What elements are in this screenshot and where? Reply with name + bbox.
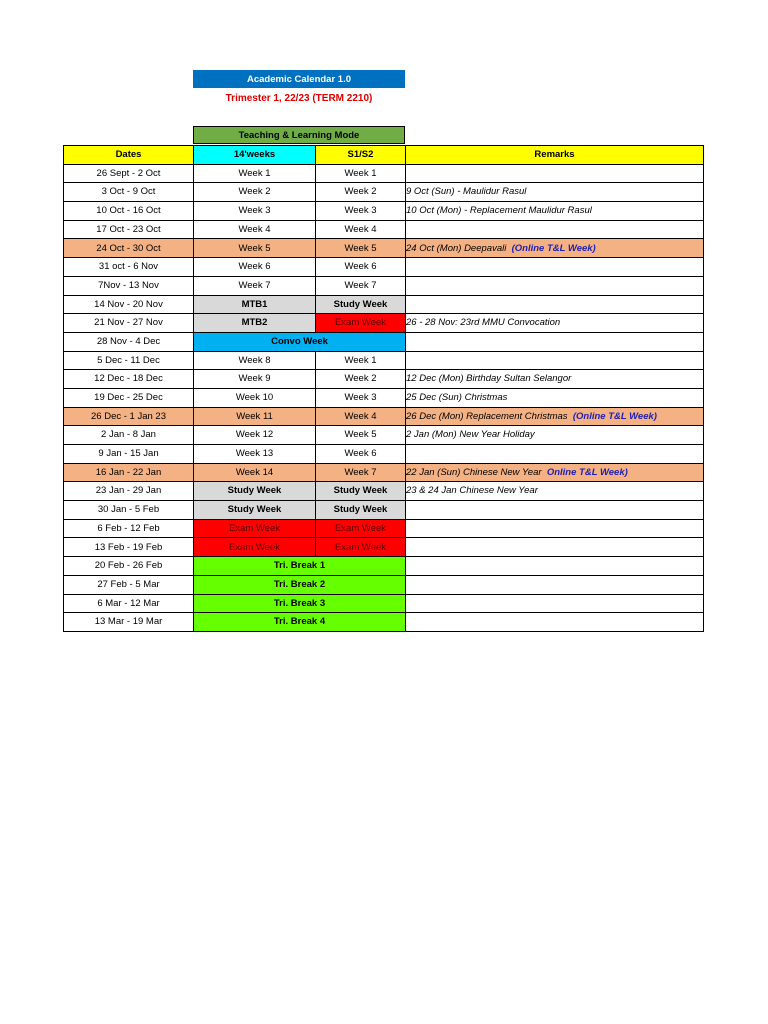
week-cell: Study Week xyxy=(194,482,316,501)
table-row xyxy=(64,332,704,351)
date-cell: 24 Oct - 30 Oct xyxy=(64,239,194,258)
remark-cell xyxy=(406,332,704,351)
week-cell: Week 6 xyxy=(194,258,316,277)
table-row xyxy=(64,594,704,613)
week-cell: Study Week xyxy=(194,501,316,520)
s1s2-cell: Week 7 xyxy=(316,276,406,295)
week-cell: Week 10 xyxy=(194,388,316,407)
remark-text: 26 Dec (Mon) Replacement Christmas xyxy=(406,410,568,422)
academic-calendar-table xyxy=(63,145,704,632)
remark-cell xyxy=(406,538,704,557)
tri-break-cell: Tri. Break 2 xyxy=(194,575,406,594)
week-cell: Exam Week xyxy=(194,519,316,538)
week-cell: Week 8 xyxy=(194,351,316,370)
s1s2-cell: Study Week xyxy=(316,295,406,314)
teaching-mode-header: Teaching & Learning Mode xyxy=(193,126,405,144)
s1s2-cell: Week 3 xyxy=(316,202,406,221)
remark-text: 22 Jan (Sun) Chinese New Year xyxy=(406,466,542,478)
remark-cell: 12 Dec (Mon) Birthday Sultan Selangor xyxy=(406,370,704,389)
s1s2-cell: Week 3 xyxy=(316,388,406,407)
table-row xyxy=(64,388,704,407)
remark-cell: 9 Oct (Sun) - Maulidur Rasul xyxy=(406,183,704,202)
remark-cell xyxy=(406,276,704,295)
table-row xyxy=(64,351,704,370)
table-row xyxy=(64,258,704,277)
s1s2-cell: Week 4 xyxy=(316,220,406,239)
table-row xyxy=(64,220,704,239)
remark-cell xyxy=(406,594,704,613)
date-cell: 20 Feb - 26 Feb xyxy=(64,557,194,576)
date-cell: 21 Nov - 27 Nov xyxy=(64,314,194,333)
remark-text: 24 Oct (Mon) Deepavali xyxy=(406,242,507,254)
date-cell: 2 Jan - 8 Jan xyxy=(64,426,194,445)
remark-cell xyxy=(406,445,704,464)
convo-week-cell: Convo Week xyxy=(194,332,406,351)
table-row xyxy=(64,164,704,183)
s1s2-cell: Exam Week xyxy=(316,538,406,557)
date-cell: 10 Oct - 16 Oct xyxy=(64,202,194,221)
week-cell: Week 4 xyxy=(194,220,316,239)
table-row xyxy=(64,501,704,520)
table-row xyxy=(64,482,704,501)
col-header-remarks: Remarks xyxy=(406,146,704,165)
table-row xyxy=(64,538,704,557)
s1s2-cell: Week 6 xyxy=(316,258,406,277)
remark-cell xyxy=(406,295,704,314)
date-cell: 26 Dec - 1 Jan 23 xyxy=(64,407,194,426)
date-cell: 30 Jan - 5 Feb xyxy=(64,501,194,520)
date-cell: 28 Nov - 4 Dec xyxy=(64,332,194,351)
remark-cell: 23 & 24 Jan Chinese New Year xyxy=(406,482,704,501)
date-cell: 26 Sept - 2 Oct xyxy=(64,164,194,183)
week-cell: Week 5 xyxy=(194,239,316,258)
date-cell: 9 Jan - 15 Jan xyxy=(64,445,194,464)
remark-cell xyxy=(406,501,704,520)
remark-cell xyxy=(406,220,704,239)
date-cell: 23 Jan - 29 Jan xyxy=(64,482,194,501)
remark-cell xyxy=(406,407,704,426)
s1s2-cell: Exam Week xyxy=(316,519,406,538)
table-row xyxy=(64,295,704,314)
remark-cell xyxy=(406,463,704,482)
table-row xyxy=(64,183,704,202)
s1s2-cell: Week 2 xyxy=(316,183,406,202)
tri-break-cell: Tri. Break 3 xyxy=(194,594,406,613)
table-row xyxy=(64,314,704,333)
date-cell: 17 Oct - 23 Oct xyxy=(64,220,194,239)
table-row xyxy=(64,370,704,389)
remark-cell xyxy=(406,239,704,258)
table-row xyxy=(64,426,704,445)
remark-cell xyxy=(406,557,704,576)
remark-cell xyxy=(406,164,704,183)
date-cell: 31 oct - 6 Nov xyxy=(64,258,194,277)
week-cell: Week 7 xyxy=(194,276,316,295)
table-row xyxy=(64,519,704,538)
week-cell: Week 1 xyxy=(194,164,316,183)
s1s2-cell: Study Week xyxy=(316,482,406,501)
week-cell: Week 3 xyxy=(194,202,316,221)
header-row xyxy=(64,146,704,165)
remark-cell xyxy=(406,258,704,277)
remark-cell xyxy=(406,519,704,538)
s1s2-cell: Exam Week xyxy=(316,314,406,333)
date-cell: 14 Nov - 20 Nov xyxy=(64,295,194,314)
online-week-note: (Online T&L Week) xyxy=(511,242,596,254)
week-cell: Week 11 xyxy=(194,407,316,426)
remark-cell: 26 - 28 Nov: 23rd MMU Convocation xyxy=(406,314,704,333)
table-row xyxy=(64,575,704,594)
remark-cell: 2 Jan (Mon) New Year Holiday xyxy=(406,426,704,445)
s1s2-cell: Week 7 xyxy=(316,463,406,482)
s1s2-cell: Week 4 xyxy=(316,407,406,426)
online-week-note: Online T&L Week) xyxy=(546,466,628,478)
table-row xyxy=(64,239,704,258)
remark-cell xyxy=(406,613,704,632)
date-cell: 13 Feb - 19 Feb xyxy=(64,538,194,557)
week-cell: Exam Week xyxy=(194,538,316,557)
table-row xyxy=(64,463,704,482)
remark-cell xyxy=(406,351,704,370)
week-cell: MTB1 xyxy=(194,295,316,314)
term-subtitle: Trimester 1, 22/23 (TERM 2210) xyxy=(225,92,373,104)
s1s2-cell: Week 6 xyxy=(316,445,406,464)
table-row xyxy=(64,407,704,426)
week-cell: MTB2 xyxy=(194,314,316,333)
date-cell: 16 Jan - 22 Jan xyxy=(64,463,194,482)
date-cell: 19 Dec - 25 Dec xyxy=(64,388,194,407)
s1s2-cell: Study Week xyxy=(316,501,406,520)
tri-break-cell: Tri. Break 1 xyxy=(194,557,406,576)
table-row xyxy=(64,202,704,221)
remark-cell xyxy=(406,575,704,594)
s1s2-cell: Week 1 xyxy=(316,351,406,370)
week-cell: Week 2 xyxy=(194,183,316,202)
col-header-s1s2: S1/S2 xyxy=(316,146,406,165)
date-cell: 7Nov - 13 Nov xyxy=(64,276,194,295)
online-week-note: (Online T&L Week) xyxy=(572,410,657,422)
s1s2-cell: Week 5 xyxy=(316,426,406,445)
s1s2-cell: Week 1 xyxy=(316,164,406,183)
remark-cell: 10 Oct (Mon) - Replacement Maulidur Rasul xyxy=(406,202,704,221)
date-cell: 5 Dec - 11 Dec xyxy=(64,351,194,370)
week-cell: Week 13 xyxy=(194,445,316,464)
date-cell: 3 Oct - 9 Oct xyxy=(64,183,194,202)
table-row xyxy=(64,613,704,632)
week-cell: Week 12 xyxy=(194,426,316,445)
remark-cell: 25 Dec (Sun) Christmas xyxy=(406,388,704,407)
calendar-title: Academic Calendar 1.0 xyxy=(193,70,405,88)
col-header-dates: Dates xyxy=(64,146,194,165)
date-cell: 6 Feb - 12 Feb xyxy=(64,519,194,538)
date-cell: 13 Mar - 19 Mar xyxy=(64,613,194,632)
date-cell: 27 Feb - 5 Mar xyxy=(64,575,194,594)
col-header-weeks: 14'weeks xyxy=(194,146,316,165)
table-row xyxy=(64,276,704,295)
week-cell: Week 14 xyxy=(194,463,316,482)
s1s2-cell: Week 5 xyxy=(316,239,406,258)
s1s2-cell: Week 2 xyxy=(316,370,406,389)
date-cell: 12 Dec - 18 Dec xyxy=(64,370,194,389)
tri-break-cell: Tri. Break 4 xyxy=(194,613,406,632)
week-cell: Week 9 xyxy=(194,370,316,389)
table-row xyxy=(64,557,704,576)
table-row xyxy=(64,445,704,464)
date-cell: 6 Mar - 12 Mar xyxy=(64,594,194,613)
